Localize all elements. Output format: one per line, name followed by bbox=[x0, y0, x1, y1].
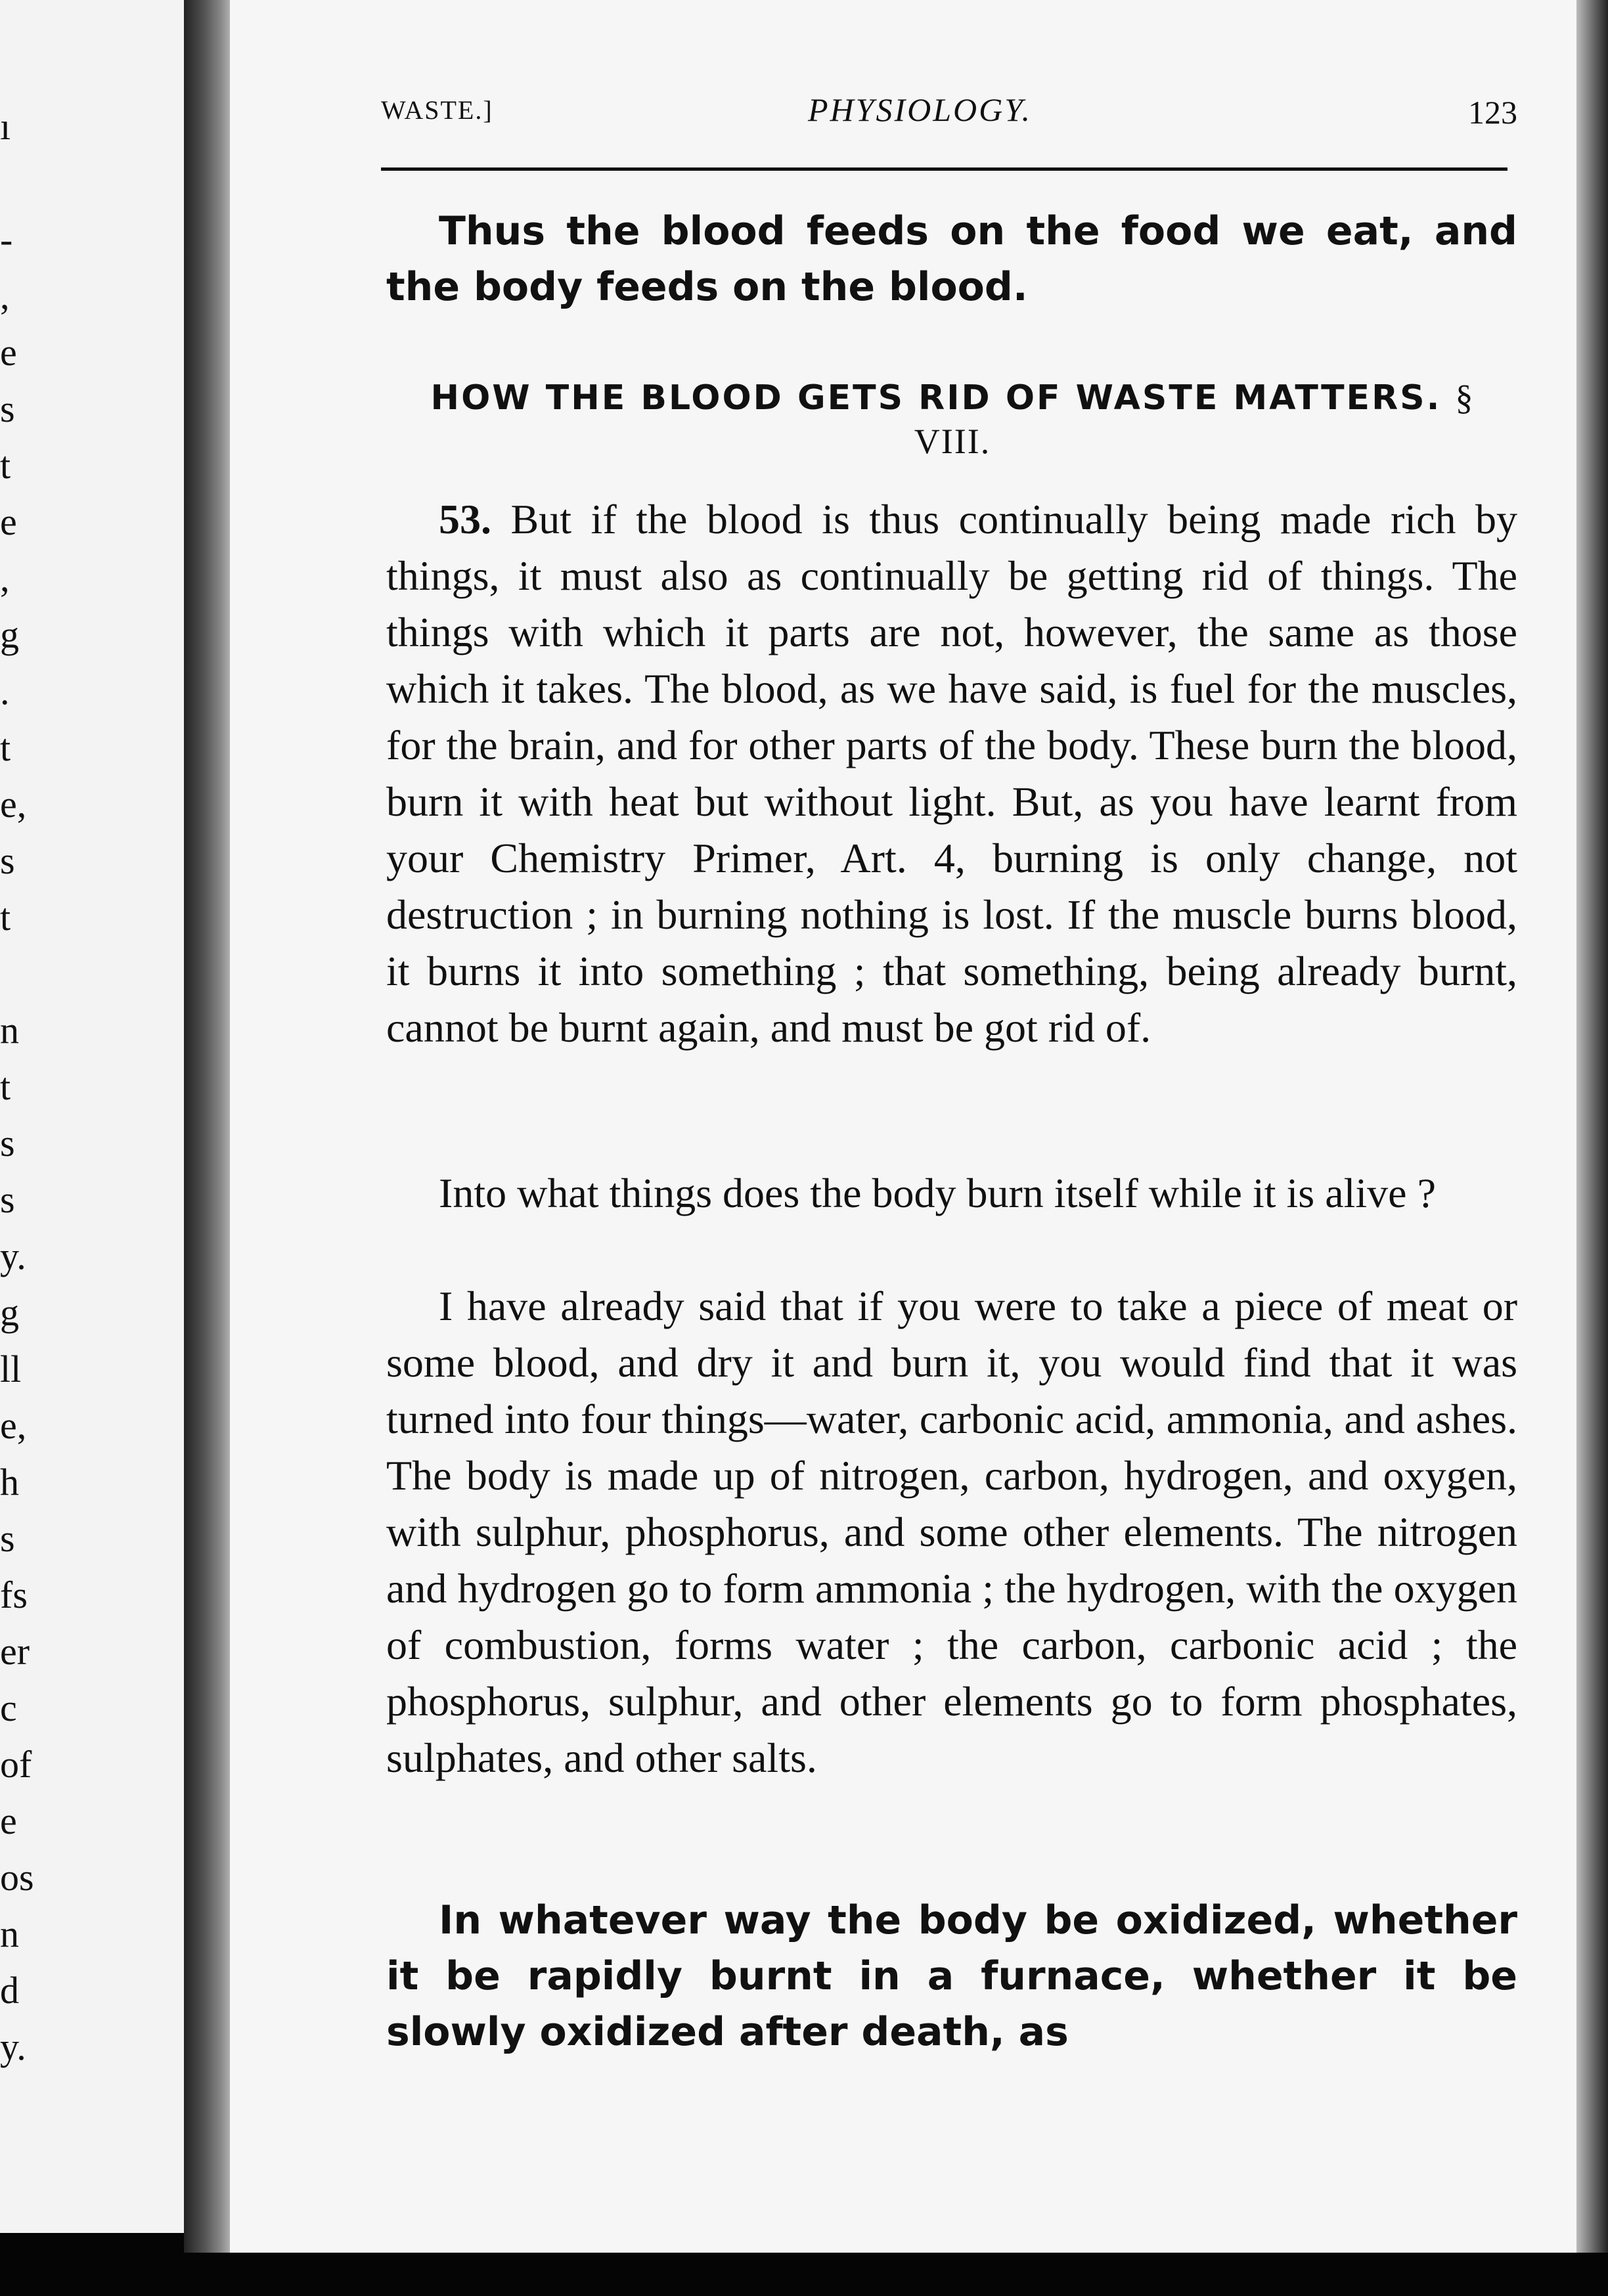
facing-page-fragment: t bbox=[0, 896, 11, 938]
question-paragraph: Into what things does the body burn itself while it is alive ? bbox=[439, 1170, 1436, 1216]
facing-page-fragment: of bbox=[0, 1743, 32, 1786]
facing-page-fragment: s bbox=[0, 387, 15, 430]
facing-page-fragment: t bbox=[0, 726, 11, 769]
facing-page-fragment: n bbox=[0, 1009, 19, 1051]
paragraph-53-text: But if the blood is thus continually being made rich by things, it must also as continually be getting rid of things. The things with which it parts are not, however, the same as those which it takes. The blood, as we have said, is fuel for the muscles, for the brain, and for other parts of the body. These burn the blood, burn it with heat but without light. But, as you have learnt from your Chemistry Primer, Art. 4, burning is only change, not destruction ; in burning nothing is lost. If the muscle burns blood, it burns it into something ; that something, being already burnt, cannot be burnt again, and must be got rid of. bbox=[386, 496, 1518, 1051]
facing-page-fragment: e bbox=[0, 331, 17, 374]
facing-page-fragment: g bbox=[0, 613, 19, 656]
section-title: HOW THE BLOOD GETS RID OF WASTE MATTERS. bbox=[430, 378, 1442, 418]
facing-page-fragment bbox=[0, 155, 39, 211]
paragraph-number: 53. bbox=[439, 496, 491, 542]
page-edge bbox=[1576, 0, 1608, 2296]
facing-page-fragment: e bbox=[0, 500, 17, 543]
facing-page-fragment: s bbox=[0, 1178, 15, 1221]
opening-bold-statement: Thus the blood feeds on the food we eat, and the body feeds on the blood. bbox=[386, 208, 1517, 310]
facing-page-fragment: ı bbox=[0, 105, 11, 148]
paragraph-53 bbox=[386, 491, 1517, 1056]
section-reference: § VIII. bbox=[914, 378, 1475, 461]
facing-page-fragment: y. bbox=[0, 2025, 26, 2068]
page-number: 123 bbox=[1468, 94, 1517, 131]
facing-page-fragment: e, bbox=[0, 1404, 27, 1447]
facing-page-fragment: . bbox=[0, 670, 10, 713]
facing-page-fragment: e, bbox=[0, 783, 27, 826]
facing-page-fragment: ll bbox=[0, 1348, 22, 1390]
facing-page-fragment: s bbox=[0, 839, 15, 882]
facing-page-fragment: t bbox=[0, 444, 11, 487]
facing-page-fragment: s bbox=[0, 1122, 15, 1164]
facing-page-fragment: , bbox=[0, 275, 10, 317]
facing-page-fragment: er bbox=[0, 1630, 30, 1673]
facing-page-fragment: g bbox=[0, 1291, 19, 1334]
scan-border bbox=[0, 2253, 1608, 2296]
answer-paragraph: I have already said that if you were to take a piece of meat or some blood, and dry it and burn it, you would find that it was turned into four things—water, carbonic acid, ammonia, and ashes. The body is made up of nitrogen, carbon, hydrogen, and oxygen, with sulphur, phosphorus, and some other elements. The nitrogen and hydrogen go to form ammonia ; the hydrogen, with the oxygen of combustion, forms water ; the carbon, carbonic acid ; the phosphorus, sulphur, and other elements go to form phosphates, sulphates, and other salts. bbox=[386, 1283, 1517, 1781]
facing-page-fragment: n bbox=[0, 1912, 19, 1955]
running-head: WASTE.] bbox=[381, 95, 493, 125]
facing-page-fragment: h bbox=[0, 1461, 19, 1503]
facing-page-fragment: s bbox=[0, 1517, 15, 1560]
facing-page bbox=[0, 0, 197, 2233]
facing-page-fragment: , bbox=[0, 557, 10, 600]
facing-page-fragment: e bbox=[0, 1799, 17, 1842]
facing-page-fragment bbox=[0, 946, 39, 1002]
facing-page-text bbox=[0, 99, 39, 2075]
facing-page-fragment: t bbox=[0, 1065, 11, 1108]
section-heading bbox=[394, 376, 1511, 464]
book-gutter bbox=[184, 0, 236, 2296]
facing-page-fragment: d bbox=[0, 1969, 19, 2012]
running-title: PHYSIOLOGY. bbox=[808, 91, 1032, 128]
facing-page-fragment: - bbox=[0, 218, 13, 261]
page-header bbox=[381, 91, 1517, 143]
closing-bold-statement: In whatever way the body be oxidized, whether it be rapidly burnt in a furnace, whether it be slowly oxidized after death, as bbox=[386, 1897, 1517, 2055]
facing-page-fragment: c bbox=[0, 1687, 17, 1729]
facing-page-fragment: y. bbox=[0, 1235, 26, 1277]
facing-page-fragment: os bbox=[0, 1856, 34, 1899]
header-rule bbox=[381, 167, 1508, 171]
facing-page-fragment: fs bbox=[0, 1574, 28, 1616]
